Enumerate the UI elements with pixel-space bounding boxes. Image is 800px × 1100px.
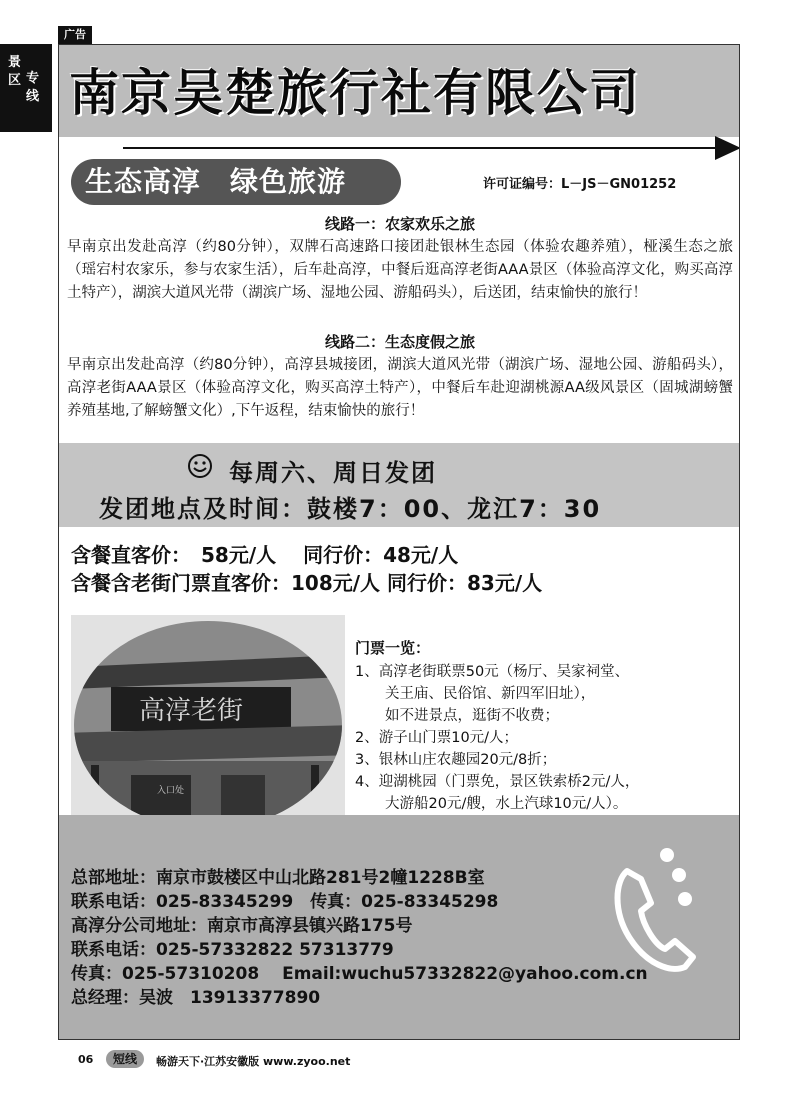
- route-1-desc: 早南京出发赴高淳（约80分钟），双牌石高速路口接团赴银林生态园（体验农趣养殖），桠溪生态之旅（瑶宕村农家乐，参与农家生活），后车赴高淳，中餐后逛高淳老街AAA景区（体验高淳文化，购买高淳土特产），湖滨大道风光带（湖滨广场、湿地公园、游船码头），后送团，结束愉快的旅行！: [67, 239, 733, 301]
- ticket-list: [355, 637, 735, 815]
- general-manager: 总经理：吴波 13913377890: [71, 988, 321, 1008]
- route-1-title: 线路一：农家欢乐之旅: [324, 215, 475, 233]
- fax-email: 传真：025-57310208 Email:wuchu57332822@yahoo.com.cn: [71, 964, 648, 984]
- arrow-head-icon: [715, 136, 740, 160]
- price-line-1: 含餐直客价： 58元/人 同行价：48元/人: [71, 543, 459, 567]
- ticket-list-title: 门票一览：: [355, 639, 431, 657]
- page-footer: [78, 1050, 578, 1068]
- ad-frame: [58, 44, 740, 1040]
- smiley-icon: [187, 453, 213, 479]
- publication-brand: 畅游天下·江苏安徽版 www.zyoo.net: [156, 1055, 351, 1068]
- arrow-line: [123, 147, 739, 149]
- slogan-badge: 生态高淳 绿色旅游: [71, 159, 401, 205]
- ticket-item: 关王庙、民俗馆、新四军旧址），: [385, 686, 596, 702]
- page-number: 06: [78, 1053, 94, 1066]
- schedule-departure: 发团地点及时间：鼓楼7：00、龙江7：30: [99, 495, 602, 523]
- section-tab: [0, 44, 52, 132]
- branch-address: 高淳分公司地址：南京市高淳县镇兴路175号: [71, 916, 413, 936]
- hq-phone: 联系电话：025-83345299 传真：025-83345298: [71, 892, 499, 912]
- company-name: 南京吴楚旅行社有限公司: [69, 64, 641, 122]
- branch-phone: 联系电话：025-57332822 57313779: [71, 940, 394, 960]
- ad-label: 广告: [58, 26, 92, 44]
- telephone-icon: [607, 841, 707, 981]
- ticket-item: 1、高淳老街联票50元（杨厅、吴家祠堂、: [355, 664, 630, 680]
- section-tab-line2: 专线: [26, 71, 40, 104]
- route-2-title: 线路二：生态度假之旅: [324, 333, 475, 351]
- hq-address: 总部地址：南京市鼓楼区中山北路281号2幢1228B室: [71, 868, 485, 888]
- ticket-item: 4、迎湖桃园（门票免，景区铁索桥2元/人，: [355, 774, 640, 790]
- section-pill: 短线: [106, 1050, 144, 1068]
- ticket-item: 如不进景点，逛街不收费；: [385, 708, 559, 724]
- route-2: [67, 331, 733, 423]
- price-line-2: 含餐含老街门票直客价：108元/人 同行价：83元/人: [71, 571, 543, 595]
- ticket-item: 3、银林山庄农趣园20元/8折；: [355, 752, 557, 768]
- license-number: 许可证编号：L－JS－GN01252: [483, 177, 677, 192]
- door-sign-text: 入口处: [157, 786, 185, 796]
- old-street-building-image: [71, 615, 345, 831]
- ticket-item: 2、游子山门票10元/人；: [355, 730, 519, 746]
- schedule-band: [59, 443, 739, 527]
- schedule-days: 每周六、周日发团: [229, 459, 437, 487]
- route-1: [67, 213, 733, 305]
- section-tab-line1: 景区: [8, 55, 22, 88]
- ticket-item: 大游船20元/艘，水上汽球10元/人）。: [385, 796, 628, 812]
- old-street-photo: [71, 615, 345, 831]
- title-band: [59, 45, 739, 137]
- route-2-desc: 早南京出发赴高淳（约80分钟），高淳县城接团，湖滨大道风光带（湖滨广场、湿地公园、游船码头），高淳老街AAA景区（体验高淳文化，购买高淳土特产），中餐后车赴迎湖桃源AA级风景区（固城湖螃蟹养殖基地,了解螃蟹文化）,下午返程，结束愉快的旅行！: [67, 357, 733, 419]
- plaque-text: 高淳老街: [138, 696, 244, 726]
